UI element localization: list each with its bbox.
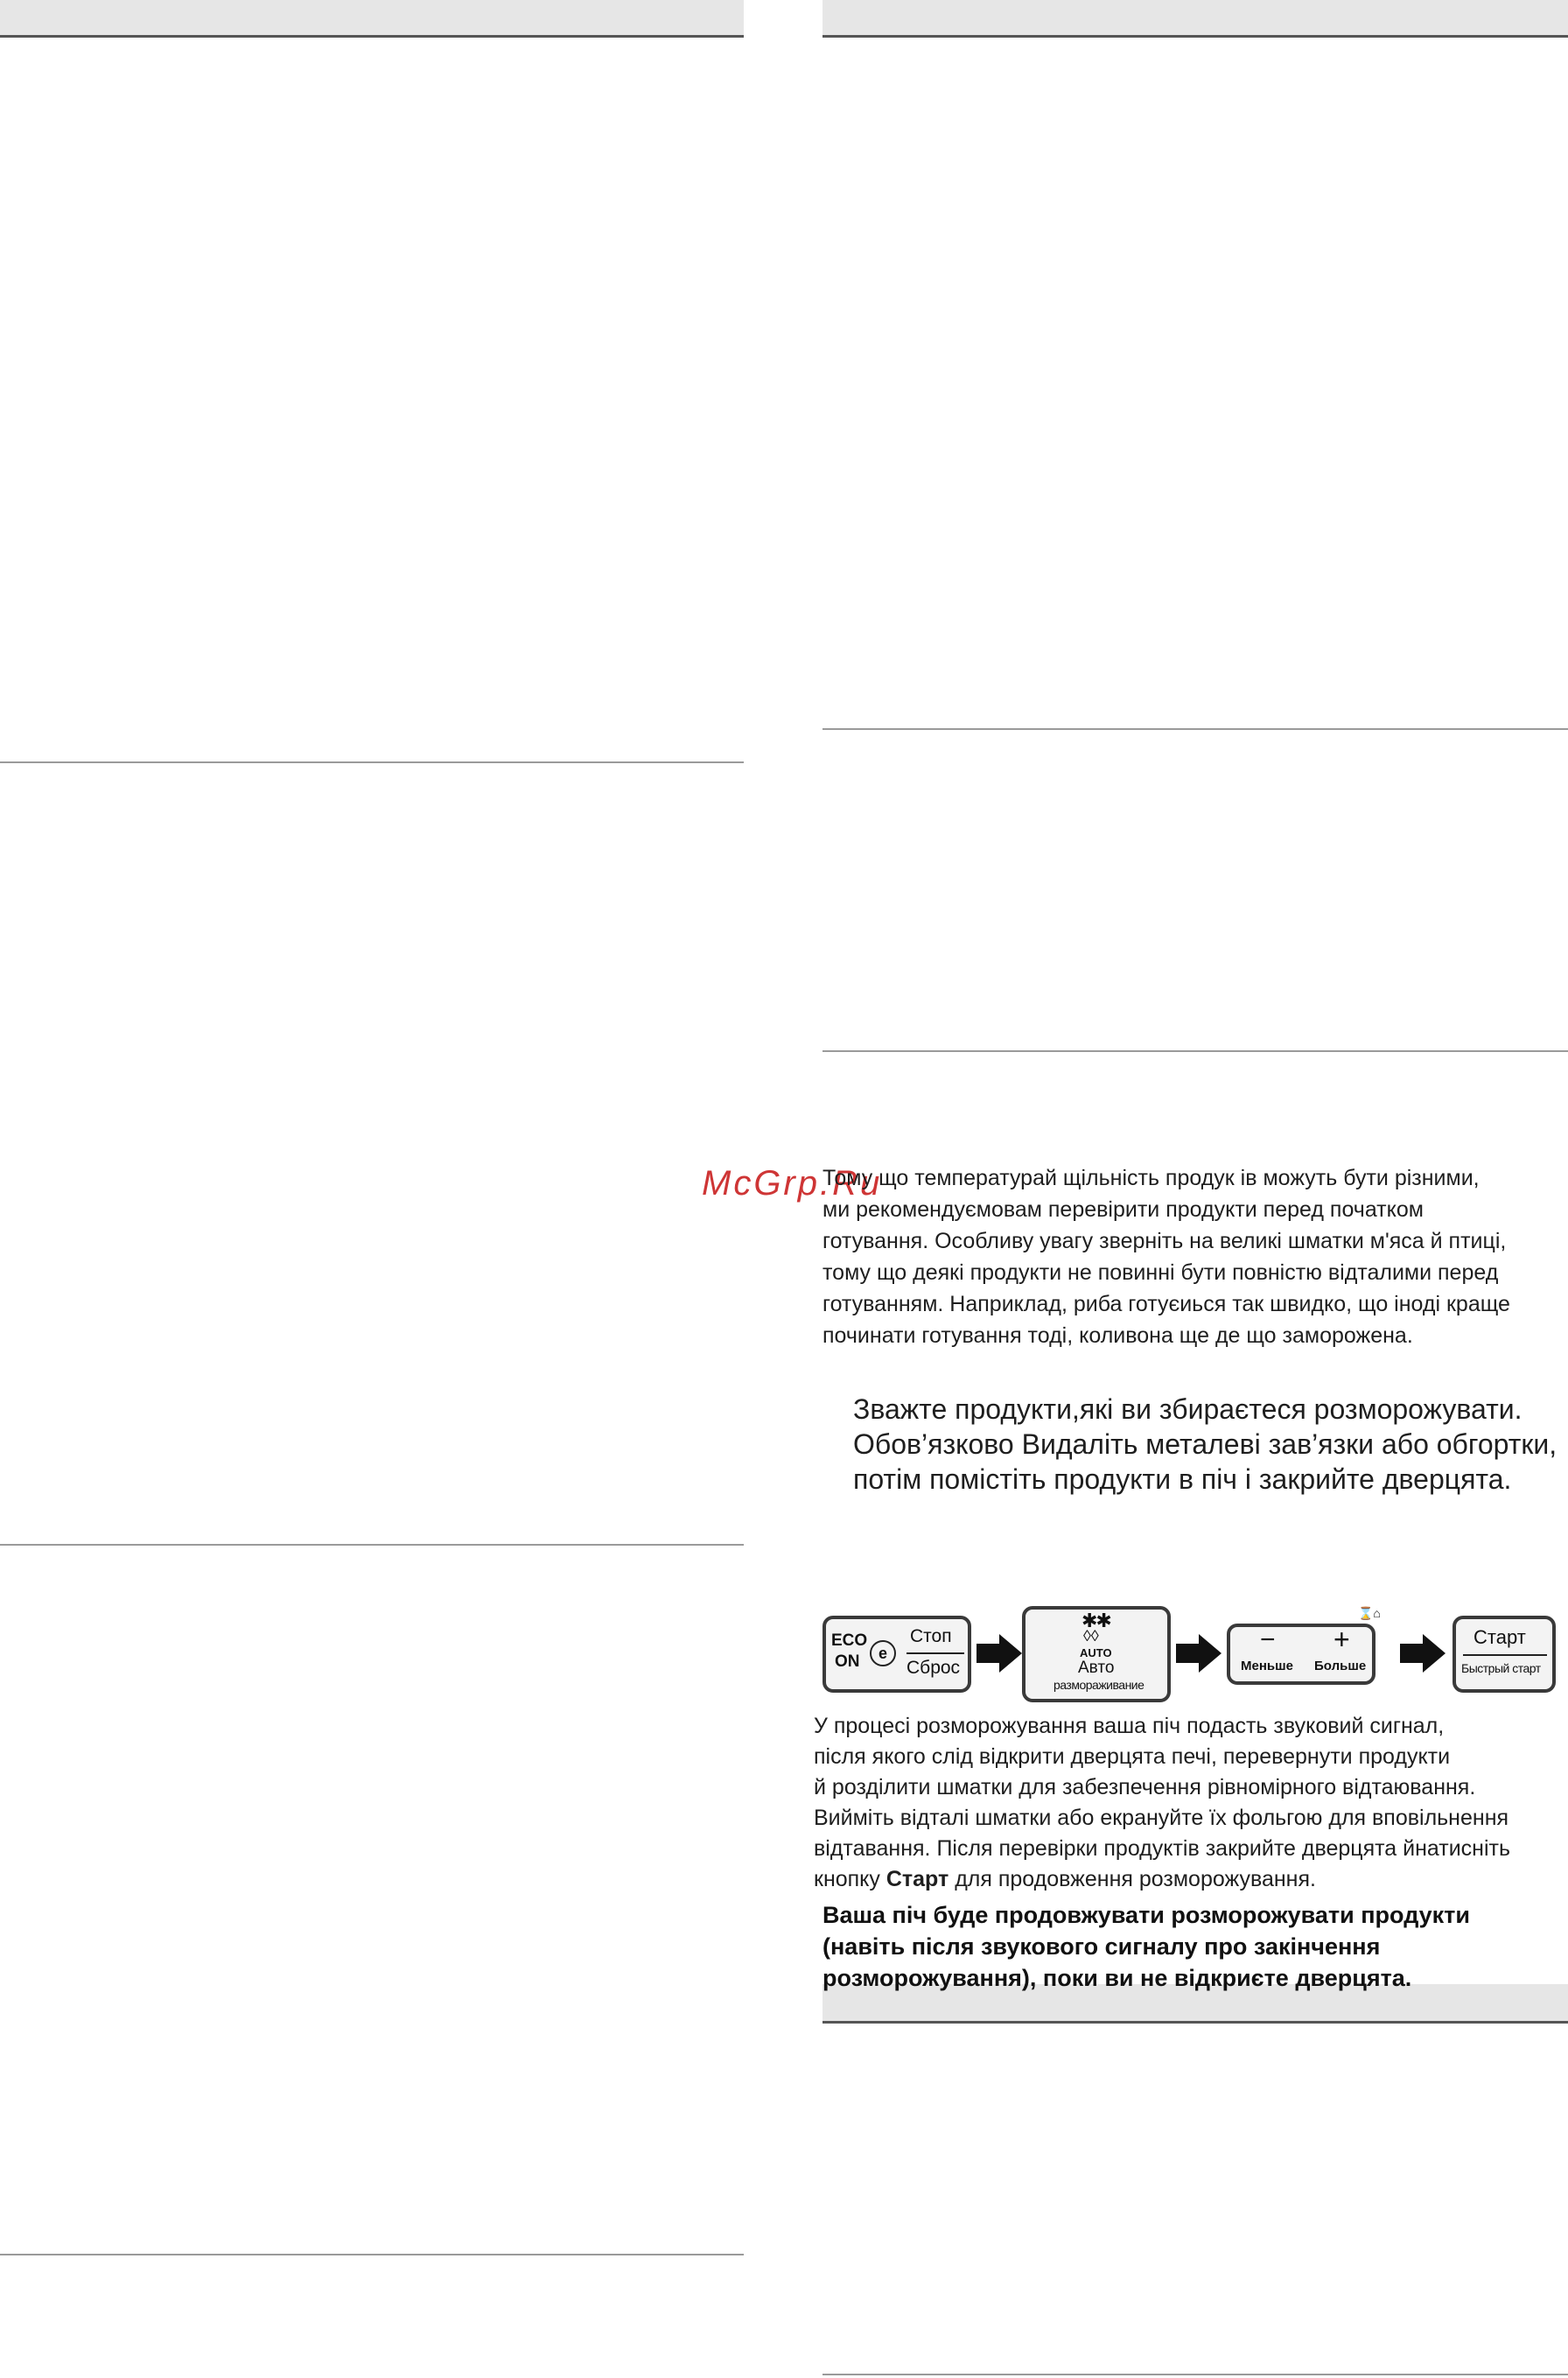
less-more-button[interactable] [1227, 1624, 1376, 1685]
defrost-sub-label: размораживание [1054, 1678, 1144, 1692]
watermark: McGrp.Ru [702, 1164, 883, 1203]
step-line: потім помістіть продукти в піч і закрийте дверцята. [853, 1463, 1512, 1495]
step-line: Зважте продукти,які ви збираєтеся розморожувати. [853, 1393, 1522, 1425]
process-line: після якого слід відкрити дверцята печі, перевернути продукти [814, 1744, 1451, 1769]
intro-line: ми рекомендуємовам перевірити продукти перед початком [822, 1197, 1424, 1222]
step-text [853, 1392, 1557, 1497]
reset-label: Сброс [906, 1658, 961, 1678]
process-last-prefix: кнопку [814, 1867, 886, 1891]
warning-line: Ваша піч буде продовжувати розморожувати продукти [822, 1902, 1471, 1928]
eco-bottom-label: ON [835, 1652, 860, 1671]
minus-icon: − [1260, 1625, 1276, 1654]
right-rule-3 [822, 2374, 1568, 2375]
arrow-right-icon [1400, 1634, 1446, 1674]
process-line-last [814, 1864, 1510, 1895]
plus-icon: + [1334, 1624, 1350, 1655]
auto-defrost-button[interactable] [1022, 1606, 1171, 1702]
process-paragraph [814, 1711, 1510, 1895]
stop-reset-divider [906, 1652, 964, 1654]
less-label: Меньше [1241, 1659, 1293, 1673]
start-label: Старт [1474, 1626, 1526, 1648]
left-rule-2 [0, 1544, 744, 1546]
stop-label: Стоп [910, 1626, 952, 1646]
eco-stop-button[interactable] [822, 1616, 971, 1693]
warning-line: розморожування), поки ви не відкриєте дверцята. [822, 1965, 1412, 1991]
right-rule-1 [822, 728, 1568, 730]
arrow-right-icon [1176, 1634, 1222, 1674]
eco-leaf-icon: e [870, 1640, 896, 1666]
process-line: й розділити шматки для забезпечення рівномірного відтаювання. [814, 1775, 1476, 1799]
warning-note [822, 1899, 1470, 1994]
right-header-bar [822, 0, 1568, 38]
weight-icons: ⌛⌂ [1358, 1606, 1381, 1620]
intro-line: Тому що температурай щільність продук ів можуть бути різними, [822, 1166, 1480, 1190]
start-divider [1463, 1654, 1547, 1656]
intro-line: починати готування тоді, коливона ще де що заморожена. [822, 1323, 1413, 1348]
snowflake-icon: ✱✱ [1082, 1610, 1110, 1631]
more-label: Больше [1314, 1659, 1367, 1673]
left-rule-1 [0, 761, 744, 763]
intro-line: готуванням. Наприклад, риба готуєиься так швидко, що іноді краще [822, 1292, 1510, 1316]
step-line: Обов’язково Видаліть металеві зав’язки або обгортки, [853, 1428, 1558, 1460]
intro-line: тому що деякі продукти не повинні бути повністю відталими перед [822, 1260, 1499, 1285]
drops-icon: ◊◊ [1083, 1627, 1099, 1645]
process-line: відтавання. Після перевірки продуктів закрийте дверцята йнатисніть [814, 1836, 1511, 1861]
auto-label: AUTO [1080, 1646, 1112, 1659]
start-button-ref: Старт [886, 1867, 949, 1891]
left-header-bar [0, 0, 744, 38]
process-last-suffix: для продовження розморожування. [948, 1867, 1316, 1891]
arrow-right-icon [976, 1634, 1022, 1674]
process-line: У процесі розморожування ваша піч подасть звуковий сигнал, [814, 1714, 1445, 1738]
intro-line: готування. Особливу увагу зверніть на великі шматки м'яса й птиці, [822, 1229, 1507, 1253]
start-button[interactable] [1452, 1616, 1556, 1693]
right-rule-2 [822, 1050, 1568, 1052]
process-line: Вийміть відталі шматки або екрануйте їх фольгою для вповільнення [814, 1806, 1509, 1830]
left-rule-3 [0, 2254, 744, 2255]
intro-paragraph [822, 1162, 1510, 1351]
eco-top-label: ECO [831, 1631, 868, 1650]
warning-line: (навіть після звукового сигналу про закінчення [822, 1933, 1381, 1960]
quick-start-label: Быстрый старт [1461, 1661, 1541, 1675]
defrost-label: Авто [1078, 1659, 1115, 1677]
